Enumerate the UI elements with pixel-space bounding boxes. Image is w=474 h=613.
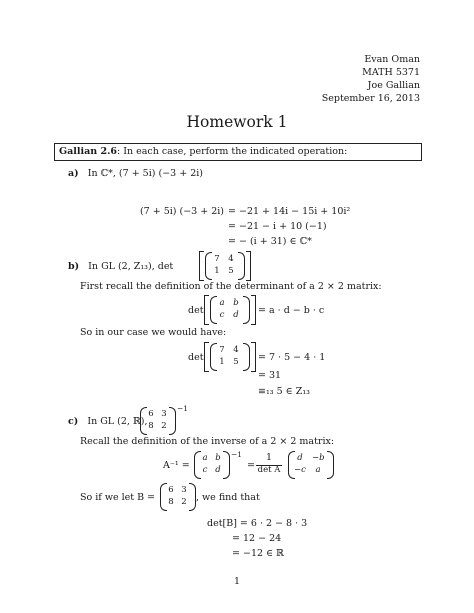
part-c-statement: In GL (2, ℝ), — [87, 416, 148, 427]
part-c-line-2: = −12 ∈ ℝ — [232, 548, 284, 559]
adjugate-matrix — [288, 450, 334, 480]
part-b-line-2: = 31 — [258, 370, 282, 381]
matrix-entry: d — [233, 310, 239, 320]
matrix-entry: 1 — [214, 266, 220, 276]
part-b-statement: In GL (2, Z₁₃), det — [88, 261, 174, 272]
part-c-line-1: = 12 − 24 — [232, 533, 282, 544]
part-b-det-matrix — [204, 342, 258, 372]
matrix-entry: 5 — [233, 357, 239, 367]
part-a-heading — [68, 168, 203, 180]
det-label-2: det — [188, 352, 204, 363]
generic-inverse-matrix — [194, 450, 228, 480]
matrix-entry: d — [297, 453, 303, 463]
generic-det-matrix — [204, 295, 258, 325]
inverse-exponent: −1 — [177, 404, 189, 413]
ainv-label: A⁻¹ = — [163, 460, 190, 471]
part-a-label: a) — [68, 168, 79, 179]
part-a-line-3: = − (i + 31) ∈ ℂ* — [228, 236, 312, 247]
part-c-matrix — [140, 406, 174, 436]
matrix-entry: 3 — [161, 409, 167, 419]
part-c-heading — [68, 416, 148, 428]
page-number: 1 — [233, 576, 241, 587]
matrix-entry: 1 — [219, 357, 225, 367]
matrix-entry: 6 — [168, 485, 174, 495]
problem-label: Gallian 2.6 — [59, 146, 117, 157]
matrix-entry: 5 — [228, 266, 234, 276]
page-title: Homework 1 — [186, 113, 288, 131]
part-b-line-3: ≡₁₃ 5 ∈ Z₁₃ — [258, 386, 310, 397]
fraction-denominator: det A — [257, 465, 281, 475]
part-c-recall: Recall the definition of the inverse of a 2 × 2 matrix: — [80, 436, 335, 447]
problem-statement-box — [54, 143, 422, 161]
matrix-entry: c — [219, 310, 225, 320]
matrix-entry: −b — [312, 453, 325, 463]
problem-prompt: : In each case, perform the indicated operation: — [117, 146, 348, 157]
matrix-entry: 2 — [161, 421, 167, 431]
matrix-entry: a — [202, 453, 208, 463]
matrix-entry: b — [233, 298, 239, 308]
matrix-entry: 7 — [214, 254, 220, 264]
matrix-entry: b — [215, 453, 221, 463]
author-header — [322, 53, 420, 105]
part-a-statement: In ℂ*, (7 + 5i) (−3 + 2i) — [87, 168, 203, 179]
part-b-heading — [68, 261, 173, 273]
matrix-entry: a — [219, 298, 225, 308]
inverse-fraction — [256, 452, 282, 475]
matrix-entry: d — [215, 465, 221, 475]
matrix-entry: 8 — [148, 421, 154, 431]
matrix-entry: a — [315, 465, 321, 475]
let-b-suffix: , we find that — [196, 492, 260, 503]
fraction-numerator: 1 — [265, 452, 273, 463]
matrix-entry: 4 — [228, 254, 234, 264]
part-b-our-case: So in our case we would have: — [80, 327, 227, 338]
instructor-name: Joe Gallian — [367, 80, 420, 91]
course-code: MATH 5371 — [362, 67, 420, 78]
det-b-line: det[B] = 6 · 2 − 8 · 3 — [207, 518, 308, 529]
part-b-matrix — [199, 251, 253, 281]
matrix-entry: 2 — [181, 497, 187, 507]
part-b-line-1: = 7 · 5 − 4 · 1 — [258, 352, 326, 363]
matrix-entry: 8 — [168, 497, 174, 507]
matrix-entry: c — [202, 465, 208, 475]
part-a-line-1: = −21 + 14i − 15i + 10i² — [228, 206, 351, 217]
matrix-entry: −c — [294, 465, 306, 475]
part-c-label: c) — [68, 416, 79, 427]
part-a-line-2: = −21 − i + 10 (−1) — [228, 221, 327, 232]
det-label: det — [188, 305, 204, 316]
part-b-recall: First recall the definition of the determinant of a 2 × 2 matrix: — [80, 281, 382, 292]
date: September 16, 2013 — [321, 93, 420, 104]
part-b-label: b) — [68, 261, 80, 272]
matrix-entry: 6 — [148, 409, 154, 419]
inverse-exponent-2: −1 — [231, 450, 243, 459]
matrix-entry: 4 — [233, 345, 239, 355]
author-name: Evan Oman — [364, 54, 420, 65]
let-b-prefix: So if we let B = — [80, 492, 156, 503]
matrix-entry: 3 — [181, 485, 187, 495]
part-a-lhs: (7 + 5i) (−3 + 2i) — [139, 206, 224, 217]
matrix-entry: 7 — [219, 345, 225, 355]
det-formula: = a · d − b · c — [258, 305, 325, 316]
matrix-b — [160, 482, 194, 512]
